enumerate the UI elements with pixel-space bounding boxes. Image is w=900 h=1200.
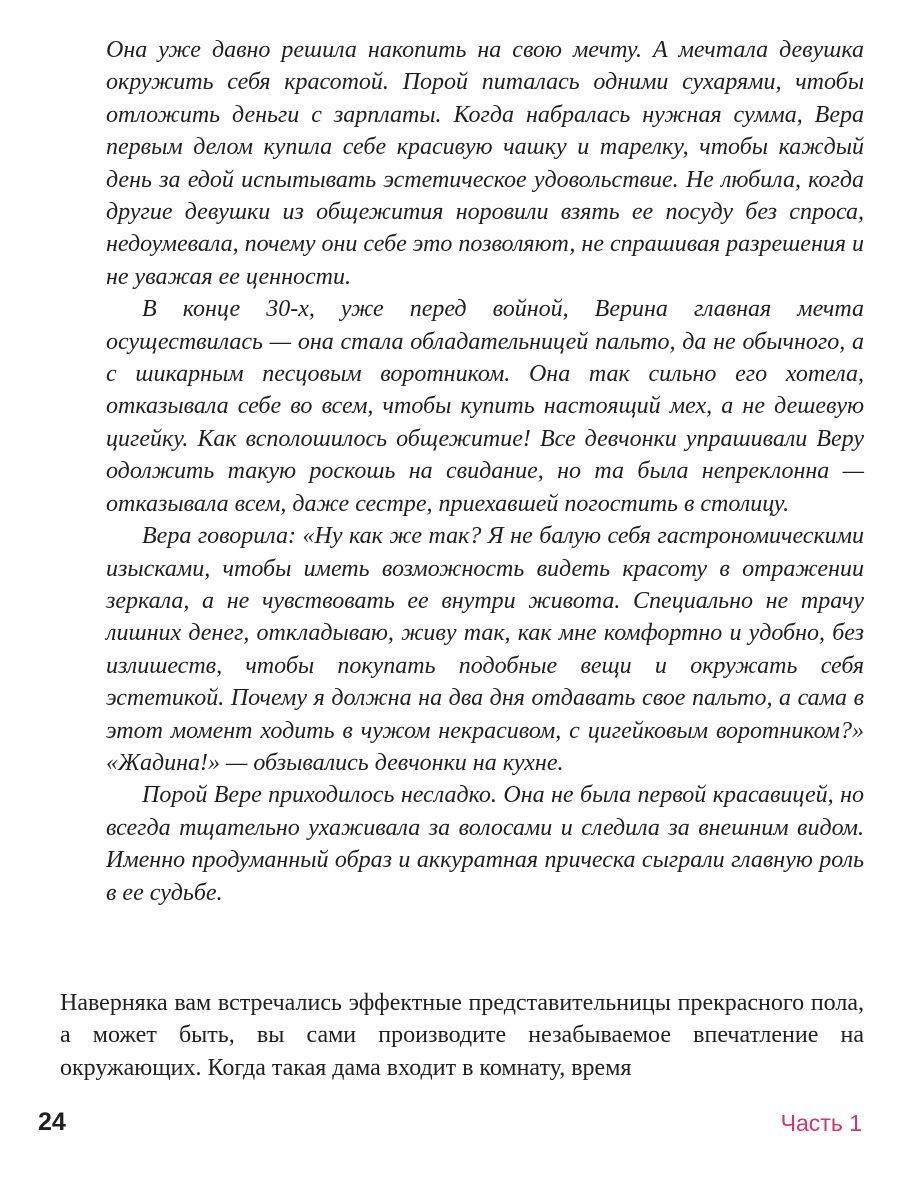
page-number: 24 <box>38 1108 66 1136</box>
story-paragraph-4: Порой Вере приходилось несладко. Она не была первой красавицей, но всегда тщательно ухаживала за волосами и следила за внешним видом. Именно продуманный образ и аккуратная прическа сыграли главную роль в ее судьбе. <box>106 782 864 906</box>
story-paragraph-2: В конце 30-х, уже перед войной, Верина главная мечта осуществилась — она стала обладательницей пальто, да не обычного, а с шикарным песцовым воротником. Она так сильно его хотела, отказывала себе во всем, чтобы купить настоящий мех, а не дешевую цигейку. Как всполошилось общежитие! Все девчонки упрашивали Веру одолжить такую роскошь на свидание, но та была непреклонна — отказывала всем, даже сестре, приехавшей погостить в столицу. <box>106 296 864 517</box>
story-paragraph-1: Она уже давно решила накопить на свою мечту. А мечтала девушка окружить себя красотой. Порой питалась одними сухарями, чтобы отложить деньги с зарплаты. Когда набралась нужная сумма, Вера первым делом купила себе красивую чашку и тарелку, чтобы каждый день за едой испытывать эстетическое удовольствие. Не любила, когда другие девушки из общежития норовили взять ее посуду без спроса, недоумевала, почему они себе это позволяют, не спрашивая разрешения и не уважая ее ценности. <box>106 37 865 290</box>
body-paragraph: Наверняка вам встречались эффектные представительницы прекрасного пола, а может быть, вы сами производите незабываемое впечатление на окружающих. Когда такая дама входит в комнату, время <box>60 990 864 1081</box>
italic-story-block <box>106 34 864 909</box>
part-label: Часть 1 <box>780 1110 862 1136</box>
story-paragraph-3: Вера говорила: «Ну как же так? Я не балую себя гастрономическими изысками, чтобы иметь возможность видеть красоту в отражении зеркала, а не чувствовать ее внутри живота. Специально не трачу лишних денег, откладываю, живу так, как мне комфортно и удобно, без излишеств, чтобы покупать подобные вещи и окружать себя эстетикой. Почему я должна на два дня отдавать свое пальто, а сама в этот момент ходить в чужом некрасивом, с цигейковым воротником?» «Жадина!» — обзывались девчонки на кухне. <box>106 523 864 776</box>
